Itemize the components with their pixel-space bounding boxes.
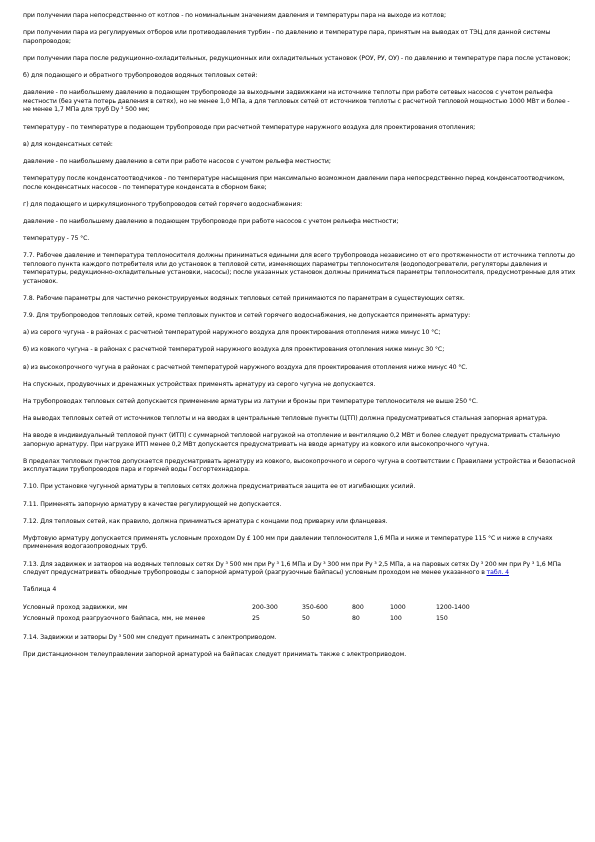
table-caption: Таблица 4 (23, 586, 57, 594)
table-row (23, 603, 496, 614)
paragraph: Муфтовую арматуру допускается применять условным проходом Dy £ 100 мм при давлении теплоносителя 1,6 МПа и ниже и температуре 115 °С и ниже в случаях применения водогазопроводных труб. (23, 534, 553, 551)
paragraph-7-7: 7.7. Рабочее давление и температура теплоносителя должны приниматься едиными для всего трубопровода независимо от его протяженности от источника теплоты до теплового пункта каждого потребителя или до установок в тепловой сети, изменяющих параметры теплоносителя (водоподогреватели, регуляторы давления и температуры, редукционно-охладительные установки, насосы); после указанных установок должны приниматься параметры теплоносителя, предусмотренные для этих установок. (23, 251, 576, 286)
table-row (23, 614, 496, 625)
table-cell: 800 (352, 604, 364, 612)
paragraph: при получении пара непосредственно от котлов - по номинальным значениям давления и температуры пара на выходе из котлов; (23, 12, 446, 19)
table-cell: 1200-1400 (436, 604, 470, 612)
paragraph-7-11: 7.11. Применять запорную арматуру в качестве регулирующей не допускается. (23, 500, 282, 508)
paragraph-7-9: 7.9. Для трубопроводов тепловых сетей, кроме тепловых пунктов и сетей горячего водоснабжения, не допускается применять арматуру: (23, 312, 471, 320)
table-cell: 80 (352, 614, 360, 622)
paragraph: При дистанционном телеуправлении запорной арматурой на байпасах следует принимать также с электроприводом. (23, 651, 407, 659)
paragraph-7-8: 7.8. Рабочие параметры для частично реконструируемых водяных тепловых сетей принимаются по параметрам в существующих сетях. (23, 295, 465, 303)
paragraph: при получении пара из регулируемых отборов или противодавления турбин - по давлению и температуре пара, принятым на выводах от ТЭЦ для данной системы паропроводов; (23, 29, 551, 45)
table-cell: 25 (252, 614, 260, 622)
paragraph: давление - по наибольшему давлению в подающем трубопроводе при работе насосов с учетом рельефа местности; (23, 217, 399, 225)
paragraph: а) из серого чугуна - в районах с расчетной температурой наружного воздуха для проектирования отопления ниже минус 10 °С; (23, 329, 441, 337)
paragraph: в) из высокопрочного чугуна в районах с расчетной температурой наружного воздуха для проектирования отопления ниже минус 40 °С. (23, 363, 468, 371)
paragraph-7-12: 7.12. Для тепловых сетей, как правило, должна приниматься арматура с концами под приварку или фланцевая. (23, 517, 388, 525)
paragraph: На выводах тепловых сетей от источников теплоты и на вводах в центральные тепловые пункты (ЦТП) должна предусматриваться стальная запорная арматура. (23, 414, 548, 422)
paragraph: б) из ковкого чугуна - в районах с расчетной температурой наружного воздуха для проектирования отопления ниже минус 30 °С; (23, 346, 445, 354)
paragraph: температуру после конденсатоотводчиков - по температуре насыщения при максимально возможном давлении пара непосредственно перед конденсатоотводчиком, после конденсатных насосов - по температуре конденсата в сборном баке; (23, 174, 565, 191)
paragraph: В пределах тепловых пунктов допускается предусматривать арматуру из ковкого, высокопрочного и серого чугуна в соответствии с Правилами устройства и безопасной эксплуатации трубопроводов пара и горячей воды Госгортехнадзора. (23, 457, 576, 474)
paragraph: б) для подающего и обратного трубопроводов водяных тепловых сетей: (23, 71, 258, 79)
paragraph: давление - по наибольшему давлению в подающем трубопроводе за выходными задвижками на источнике теплоты при работе сетевых насосов с учетом рельефа местности (без учета потерь давления в сетях), но не менее 1,0 МПа, а для тепловых сетей от источников теплоты с расчетной тепловой мощностью 1000 МВт и более - не менее 1,7 МПа для труб Dy ³ 500 мм; (23, 89, 570, 114)
data-table (23, 603, 496, 624)
paragraph: при получении пара после редукционно-охладительных, редукционных или охладительных установок (РОУ, РУ, ОУ) - по давлению и температуре пара после установок; (23, 54, 571, 62)
table-cell: 200-300 (252, 604, 278, 612)
document-page (23, 12, 578, 668)
table-row-label: Условный проход разгрузочного байпаса, мм, не менее (23, 614, 206, 622)
paragraph: температуру - по температуре в подающем трубопроводе при расчетной температуре наружного воздуха для проектирования отопления; (23, 123, 476, 131)
paragraph: г) для подающего и циркуляционного трубопроводов сетей горячего водоснабжения: (23, 200, 303, 208)
table-cell: 150 (436, 614, 448, 622)
table-cell: 100 (390, 614, 402, 622)
table-row-label: Условный проход задвижки, мм (23, 604, 128, 612)
paragraph: температуру - 75 °С. (23, 234, 90, 242)
table-4-link[interactable]: табл. 4 (486, 569, 510, 577)
paragraph-7-13-text: 7.13. Для задвижек и затворов на водяных тепловых сетях Dy ³ 500 мм при Py ³ 1,6 МПа и Dy ³ 300 мм при Py ³ 2,5 МПа, а на паровых сетях Dy ³ 200 мм при Py ³ 1,6 МПа следует предусматривать обводные трубопроводы с запорной арматурой (разгрузочные байпасы) условным проходом не менее указанного в (23, 560, 562, 577)
table-cell: 50 (302, 614, 310, 622)
paragraph: давление - по наибольшему давлению в сети при работе насосов с учетом рельефа местности; (23, 157, 331, 165)
paragraph: На трубопроводах тепловых сетей допускается применение арматуры из латуни и бронзы при температуре теплоносителя не выше 250 °С. (23, 397, 478, 405)
paragraph: На вводе в индивидуальный тепловой пункт (ИТП) с суммарной тепловой нагрузкой на отопление и вентиляцию 0,2 МВт и более следует предусматривать стальную запорную арматуру. При нагрузке ИТП менее 0,2 МВт допускается предусматривать на вводе арматуру из ковкого или высокопрочного чугуна. (23, 431, 561, 448)
paragraph: На спускных, продувочных и дренажных устройствах применять арматуру из серого чугуна не допускается. (23, 380, 376, 388)
paragraph-7-14: 7.14. Задвижки и затворы Dy ³ 500 мм следует принимать с электроприводом. (23, 634, 277, 642)
paragraph-7-13 (23, 561, 578, 578)
paragraph: в) для конденсатных сетей: (23, 140, 113, 148)
table-cell: 1000 (390, 604, 406, 612)
table-cell: 350-600 (302, 604, 328, 612)
paragraph-7-10: 7.10. При установке чугунной арматуры в тепловых сетях должна предусматриваться защита ее от изгибающих усилий. (23, 483, 416, 491)
